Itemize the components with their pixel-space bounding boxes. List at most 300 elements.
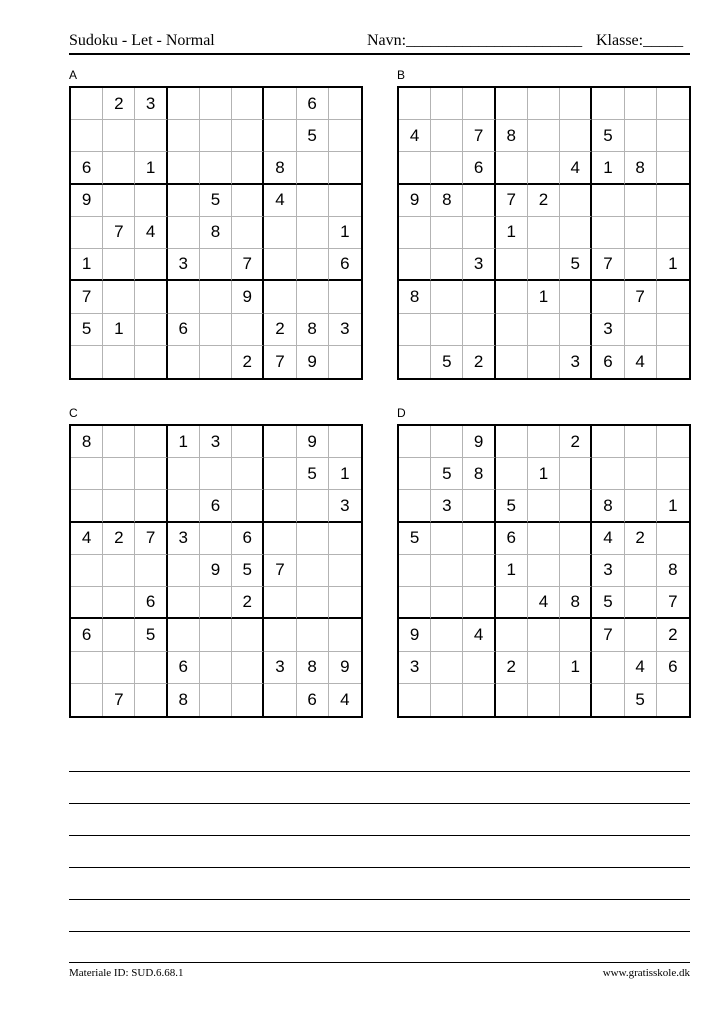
class-field-label: Klasse:_____ — [596, 32, 684, 49]
sudoku-cell: 1 — [560, 652, 592, 684]
page-header — [69, 30, 690, 52]
sudoku-cell — [200, 152, 232, 184]
sudoku-cell: 3 — [431, 490, 463, 522]
sudoku-cell: 8 — [496, 120, 528, 152]
sudoku-cell — [463, 281, 495, 313]
sudoku-cell — [399, 152, 431, 184]
sudoku-cell: 5 — [297, 458, 329, 490]
sudoku-cell — [168, 619, 200, 651]
sudoku-cell: 8 — [71, 426, 103, 458]
sudoku-cell — [264, 587, 296, 619]
sudoku-cell — [329, 523, 361, 555]
sudoku-cell: 4 — [528, 587, 560, 619]
sudoku-cell — [329, 88, 361, 120]
sudoku-cell: 3 — [329, 314, 361, 346]
answer-line — [69, 867, 690, 868]
sudoku-cell — [264, 281, 296, 313]
sudoku-cell — [264, 88, 296, 120]
sudoku-cell: 2 — [496, 652, 528, 684]
answer-line — [69, 835, 690, 836]
sudoku-cell — [528, 152, 560, 184]
sudoku-cell: 7 — [496, 185, 528, 217]
sudoku-cell — [528, 652, 560, 684]
sudoku-cell — [200, 281, 232, 313]
sudoku-cell — [168, 346, 200, 378]
sudoku-cell: 6 — [297, 88, 329, 120]
sudoku-cell — [135, 684, 167, 716]
sudoku-cell — [329, 346, 361, 378]
sudoku-cell — [200, 523, 232, 555]
sudoku-cell — [657, 523, 689, 555]
sudoku-cell — [232, 185, 264, 217]
sudoku-cell — [431, 281, 463, 313]
sudoku-cell: 4 — [560, 152, 592, 184]
sudoku-cell — [200, 314, 232, 346]
sudoku-cell: 7 — [657, 587, 689, 619]
sudoku-cell: 3 — [168, 249, 200, 281]
sudoku-cell — [297, 587, 329, 619]
sudoku-cell: 1 — [329, 458, 361, 490]
sudoku-cell: 2 — [463, 346, 495, 378]
sudoku-cell: 6 — [200, 490, 232, 522]
sudoku-cell: 4 — [463, 619, 495, 651]
sudoku-cell — [431, 249, 463, 281]
sudoku-cell: 8 — [297, 314, 329, 346]
sudoku-cell — [528, 120, 560, 152]
sudoku-grid-c — [69, 424, 363, 718]
sudoku-cell: 6 — [135, 587, 167, 619]
sudoku-cell: 3 — [200, 426, 232, 458]
sudoku-cell: 2 — [528, 185, 560, 217]
sudoku-cell: 6 — [168, 314, 200, 346]
sudoku-cell: 8 — [264, 152, 296, 184]
sudoku-cell — [528, 619, 560, 651]
sudoku-cell: 7 — [232, 249, 264, 281]
sudoku-cell: 5 — [200, 185, 232, 217]
sudoku-cell — [103, 587, 135, 619]
sudoku-cell — [496, 346, 528, 378]
sudoku-cell — [431, 555, 463, 587]
material-id: Materiale ID: SUD.6.68.1 — [69, 967, 184, 979]
sudoku-cell: 8 — [168, 684, 200, 716]
sudoku-cell: 5 — [71, 314, 103, 346]
sudoku-cell: 7 — [625, 281, 657, 313]
sudoku-cell: 3 — [592, 555, 624, 587]
sudoku-cell — [329, 185, 361, 217]
sudoku-cell — [232, 152, 264, 184]
sudoku-cell: 8 — [297, 652, 329, 684]
sudoku-cell — [399, 426, 431, 458]
sudoku-cell — [103, 426, 135, 458]
answer-line — [69, 931, 690, 932]
sudoku-cell — [168, 217, 200, 249]
sudoku-cell — [200, 652, 232, 684]
sudoku-cell — [463, 490, 495, 522]
sudoku-cell — [264, 426, 296, 458]
sudoku-cell — [560, 120, 592, 152]
sudoku-cell — [528, 249, 560, 281]
sudoku-cell — [463, 587, 495, 619]
sudoku-cell — [399, 684, 431, 716]
sudoku-cell — [103, 120, 135, 152]
sudoku-cell — [135, 458, 167, 490]
sudoku-cell — [168, 281, 200, 313]
sudoku-cell — [103, 619, 135, 651]
sudoku-cell — [200, 619, 232, 651]
sudoku-cell — [71, 217, 103, 249]
sudoku-cell: 5 — [496, 490, 528, 522]
sudoku-cell — [625, 249, 657, 281]
header-divider — [69, 53, 690, 55]
sudoku-cell — [71, 490, 103, 522]
sudoku-cell: 1 — [657, 490, 689, 522]
sudoku-cell — [560, 217, 592, 249]
sudoku-cell: 5 — [592, 120, 624, 152]
sudoku-cell — [431, 523, 463, 555]
sudoku-grid-b — [397, 86, 691, 380]
sudoku-cell — [200, 458, 232, 490]
sudoku-cell: 1 — [657, 249, 689, 281]
puzzle-d-label: D — [397, 406, 406, 420]
sudoku-cell — [592, 458, 624, 490]
sudoku-cell: 9 — [329, 652, 361, 684]
sudoku-cell: 3 — [329, 490, 361, 522]
sudoku-cell — [463, 523, 495, 555]
sudoku-cell — [200, 120, 232, 152]
sudoku-cell: 9 — [297, 346, 329, 378]
sudoku-cell — [232, 652, 264, 684]
sudoku-cell — [625, 587, 657, 619]
sudoku-cell: 2 — [232, 346, 264, 378]
sudoku-cell — [463, 217, 495, 249]
sudoku-cell: 6 — [329, 249, 361, 281]
sudoku-cell — [232, 314, 264, 346]
sudoku-cell — [103, 652, 135, 684]
sudoku-cell — [297, 619, 329, 651]
sudoku-cell — [103, 346, 135, 378]
sudoku-cell — [232, 458, 264, 490]
sudoku-cell: 7 — [264, 555, 296, 587]
sudoku-cell: 1 — [329, 217, 361, 249]
sudoku-cell — [232, 684, 264, 716]
sudoku-cell — [297, 249, 329, 281]
sudoku-cell: 6 — [657, 652, 689, 684]
sudoku-cell — [528, 555, 560, 587]
sudoku-cell — [232, 88, 264, 120]
sudoku-cell — [657, 426, 689, 458]
sudoku-cell: 1 — [496, 217, 528, 249]
sudoku-cell — [592, 185, 624, 217]
sudoku-cell — [625, 217, 657, 249]
sudoku-cell: 3 — [560, 346, 592, 378]
sudoku-cell — [135, 490, 167, 522]
sudoku-cell — [528, 346, 560, 378]
sudoku-cell — [168, 185, 200, 217]
sudoku-cell — [329, 426, 361, 458]
sudoku-cell: 3 — [399, 652, 431, 684]
sudoku-cell: 8 — [560, 587, 592, 619]
sudoku-cell — [625, 120, 657, 152]
sudoku-cell: 5 — [399, 523, 431, 555]
sudoku-cell — [657, 120, 689, 152]
sudoku-cell: 6 — [297, 684, 329, 716]
sudoku-cell — [399, 249, 431, 281]
sudoku-cell — [135, 249, 167, 281]
sudoku-cell — [463, 185, 495, 217]
sudoku-cell: 5 — [297, 120, 329, 152]
sudoku-cell: 8 — [399, 281, 431, 313]
sudoku-cell — [168, 490, 200, 522]
sudoku-cell — [528, 523, 560, 555]
sudoku-cell: 7 — [103, 217, 135, 249]
sudoku-cell: 1 — [496, 555, 528, 587]
sudoku-cell — [71, 120, 103, 152]
sudoku-cell — [431, 619, 463, 651]
sudoku-cell: 2 — [560, 426, 592, 458]
sudoku-cell — [200, 684, 232, 716]
sudoku-cell: 6 — [592, 346, 624, 378]
sudoku-cell — [297, 281, 329, 313]
sudoku-cell — [657, 314, 689, 346]
sudoku-cell: 6 — [71, 152, 103, 184]
sudoku-cell — [560, 185, 592, 217]
sudoku-grid-d — [397, 424, 691, 718]
sudoku-cell: 8 — [592, 490, 624, 522]
sudoku-cell: 3 — [463, 249, 495, 281]
sudoku-cell — [431, 217, 463, 249]
sudoku-cell — [496, 281, 528, 313]
sudoku-cell — [560, 314, 592, 346]
sudoku-cell — [528, 426, 560, 458]
sudoku-cell: 4 — [264, 185, 296, 217]
sudoku-cell — [168, 555, 200, 587]
sudoku-cell — [399, 88, 431, 120]
sudoku-cell — [232, 490, 264, 522]
sudoku-cell — [200, 249, 232, 281]
sudoku-cell — [431, 88, 463, 120]
sudoku-cell: 1 — [168, 426, 200, 458]
sudoku-cell: 1 — [71, 249, 103, 281]
sudoku-cell: 9 — [463, 426, 495, 458]
sudoku-grid-a — [69, 86, 363, 380]
sudoku-cell — [297, 555, 329, 587]
sudoku-cell — [103, 458, 135, 490]
sudoku-cell: 3 — [592, 314, 624, 346]
sudoku-cell: 2 — [264, 314, 296, 346]
sudoku-cell — [592, 217, 624, 249]
sudoku-cell — [560, 523, 592, 555]
sudoku-cell: 6 — [496, 523, 528, 555]
sudoku-cell — [592, 652, 624, 684]
answer-line — [69, 899, 690, 900]
sudoku-cell — [329, 555, 361, 587]
sudoku-cell — [560, 619, 592, 651]
sudoku-cell — [399, 555, 431, 587]
sudoku-cell — [71, 587, 103, 619]
sudoku-cell — [657, 185, 689, 217]
sudoku-cell — [560, 555, 592, 587]
sudoku-cell — [496, 314, 528, 346]
sudoku-cell — [329, 120, 361, 152]
sudoku-cell: 1 — [528, 281, 560, 313]
sudoku-cell — [431, 652, 463, 684]
sudoku-cell — [168, 587, 200, 619]
sudoku-cell: 8 — [463, 458, 495, 490]
sudoku-cell — [431, 152, 463, 184]
sudoku-cell: 4 — [399, 120, 431, 152]
sudoku-cell — [264, 120, 296, 152]
sudoku-cell — [496, 619, 528, 651]
sudoku-cell — [200, 587, 232, 619]
sudoku-cell — [625, 555, 657, 587]
sudoku-cell: 8 — [431, 185, 463, 217]
sudoku-cell — [232, 120, 264, 152]
sudoku-cell: 9 — [200, 555, 232, 587]
sudoku-cell: 2 — [103, 88, 135, 120]
sudoku-cell — [431, 426, 463, 458]
sudoku-cell — [264, 490, 296, 522]
puzzle-c-label: C — [69, 406, 78, 420]
sudoku-cell: 2 — [657, 619, 689, 651]
sudoku-cell — [463, 88, 495, 120]
sudoku-cell: 4 — [592, 523, 624, 555]
sudoku-cell — [232, 217, 264, 249]
sudoku-cell: 7 — [592, 619, 624, 651]
sudoku-cell: 7 — [463, 120, 495, 152]
sudoku-cell: 5 — [431, 346, 463, 378]
sudoku-cell — [103, 490, 135, 522]
sudoku-cell — [431, 587, 463, 619]
sudoku-cell: 7 — [71, 281, 103, 313]
sudoku-cell — [297, 217, 329, 249]
sudoku-cell — [560, 281, 592, 313]
sudoku-cell — [431, 684, 463, 716]
sudoku-cell — [592, 684, 624, 716]
sudoku-cell — [329, 152, 361, 184]
sudoku-cell — [329, 587, 361, 619]
sudoku-cell: 9 — [232, 281, 264, 313]
sudoku-cell — [135, 185, 167, 217]
sudoku-cell — [657, 281, 689, 313]
sudoku-cell: 4 — [340, 689, 350, 709]
sudoku-cell: 7 — [103, 684, 135, 716]
sudoku-cell — [625, 88, 657, 120]
answer-line — [69, 771, 690, 772]
sudoku-cell — [264, 523, 296, 555]
sudoku-cell: 6 — [463, 152, 495, 184]
sudoku-cell: 7 — [135, 523, 167, 555]
sudoku-cell: 5 — [135, 619, 167, 651]
sudoku-cell — [232, 619, 264, 651]
sudoku-cell — [399, 490, 431, 522]
sudoku-cell — [625, 185, 657, 217]
sudoku-cell — [297, 523, 329, 555]
sudoku-cell — [399, 314, 431, 346]
sudoku-cell — [103, 152, 135, 184]
sudoku-cell — [463, 314, 495, 346]
sudoku-cell — [103, 185, 135, 217]
sudoku-cell — [528, 490, 560, 522]
sudoku-cell — [168, 152, 200, 184]
sudoku-cell — [657, 152, 689, 184]
sudoku-cell — [297, 185, 329, 217]
sudoku-cell: 9 — [297, 426, 329, 458]
sudoku-cell — [71, 88, 103, 120]
sudoku-cell: 5 — [560, 249, 592, 281]
sudoku-cell — [496, 587, 528, 619]
sudoku-cell — [463, 555, 495, 587]
sudoku-cell — [560, 684, 592, 716]
puzzle-b-label: B — [397, 68, 406, 82]
sudoku-cell: 5 — [592, 587, 624, 619]
sudoku-cell — [431, 314, 463, 346]
sudoku-cell — [135, 652, 167, 684]
sudoku-cell — [463, 684, 495, 716]
sudoku-cell — [135, 281, 167, 313]
sudoku-cell — [399, 458, 431, 490]
sudoku-cell — [200, 88, 232, 120]
answer-line — [69, 803, 690, 804]
sudoku-cell — [168, 120, 200, 152]
sudoku-cell — [625, 619, 657, 651]
sudoku-cell — [592, 426, 624, 458]
sudoku-cell: 9 — [71, 185, 103, 217]
sudoku-cell — [657, 346, 689, 378]
sudoku-cell — [329, 281, 361, 313]
sudoku-cell — [168, 458, 200, 490]
sudoku-cell: 6 — [232, 523, 264, 555]
sudoku-cell: 5 — [232, 555, 264, 587]
sudoku-cell: 3 — [264, 652, 296, 684]
sudoku-cell — [71, 346, 103, 378]
sudoku-cell — [264, 458, 296, 490]
sudoku-cell — [528, 217, 560, 249]
sudoku-cell — [496, 684, 528, 716]
sudoku-cell — [399, 587, 431, 619]
sudoku-cell — [592, 88, 624, 120]
website-link: www.gratisskole.dk — [602, 967, 690, 979]
sudoku-cell — [528, 314, 560, 346]
sudoku-cell — [103, 281, 135, 313]
footer-divider — [69, 962, 690, 963]
sudoku-cell — [496, 152, 528, 184]
sudoku-cell: 5 — [431, 458, 463, 490]
sudoku-cell — [592, 281, 624, 313]
sudoku-cell — [200, 346, 232, 378]
sudoku-cell — [135, 555, 167, 587]
sudoku-cell — [625, 314, 657, 346]
sudoku-cell — [71, 458, 103, 490]
sudoku-cell — [264, 684, 296, 716]
sudoku-cell: 9 — [399, 185, 431, 217]
sudoku-cell — [297, 152, 329, 184]
sudoku-cell: 4 — [625, 652, 657, 684]
sudoku-cell — [560, 88, 592, 120]
sudoku-cell: 2 — [232, 587, 264, 619]
sudoku-cell — [232, 426, 264, 458]
sudoku-cell — [71, 555, 103, 587]
sudoku-cell — [496, 458, 528, 490]
sudoku-cell — [103, 249, 135, 281]
sudoku-cell — [625, 458, 657, 490]
sudoku-cell: 6 — [71, 619, 103, 651]
sudoku-cell — [528, 684, 560, 716]
sudoku-cell — [625, 490, 657, 522]
sudoku-cell — [463, 652, 495, 684]
sudoku-cell — [560, 458, 592, 490]
sudoku-cell: 5 — [625, 684, 657, 716]
sudoku-cell: 3 — [135, 88, 167, 120]
